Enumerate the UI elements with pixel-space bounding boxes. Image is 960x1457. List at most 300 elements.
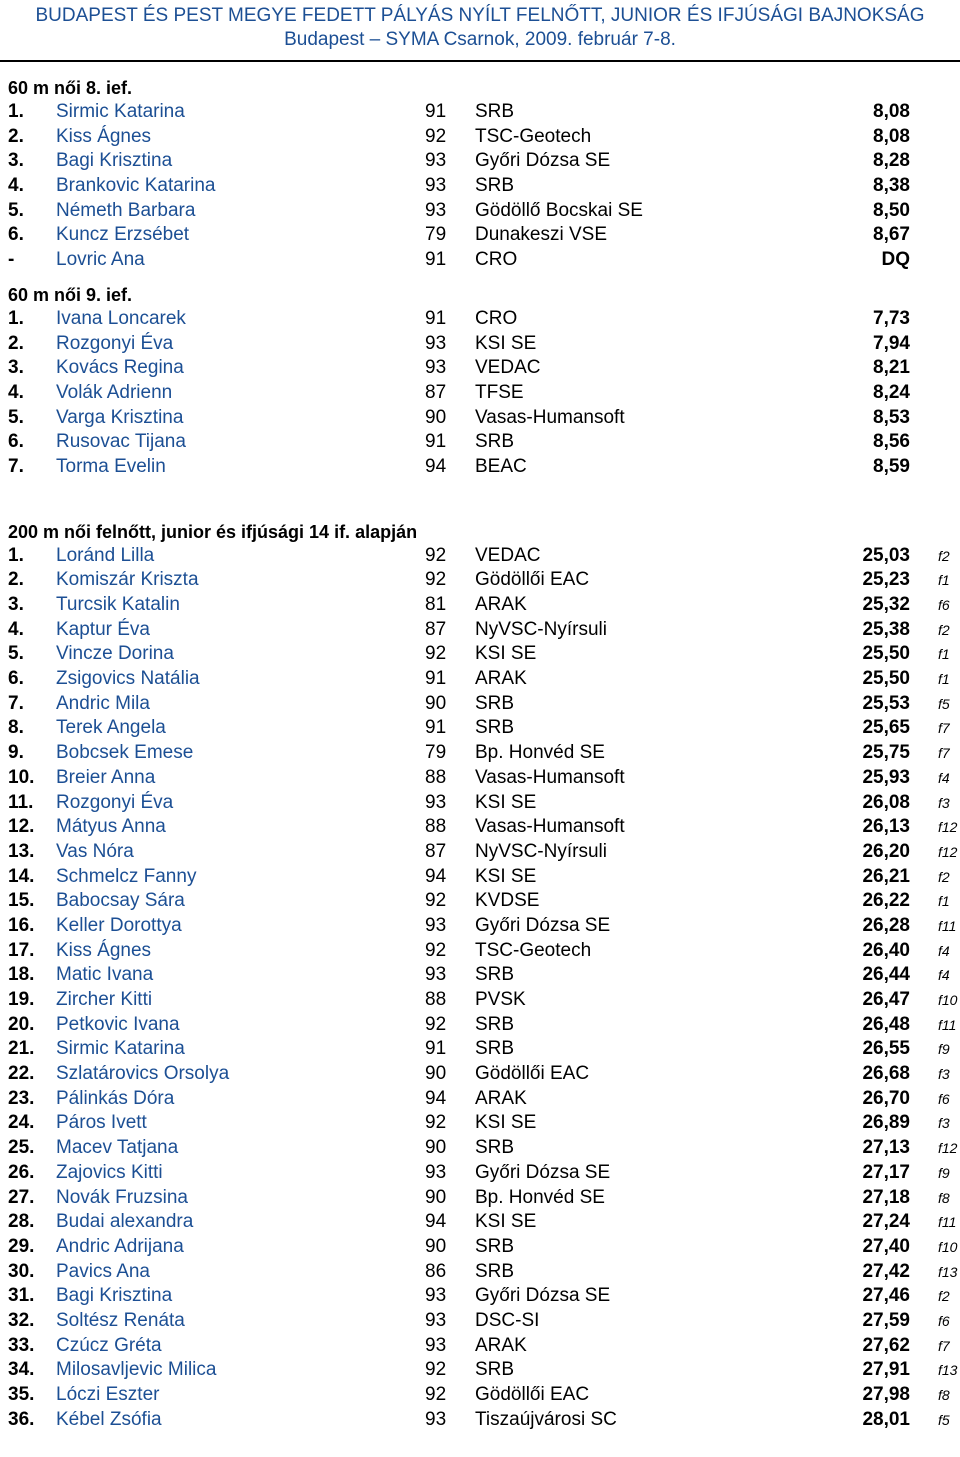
document-title: BUDAPEST ÉS PEST MEGYE FEDETT PÁLYÁS NYÍLT FELNŐTT, JUNIOR ÉS IFJÚSÁGI BAJNOKSÁG — [35, 5, 925, 26]
result-place: 2. — [8, 125, 24, 147]
result-place: 5. — [8, 199, 24, 221]
result-row — [0, 667, 960, 692]
result-name: Milosavljevic Milica — [56, 1359, 217, 1381]
result-row — [0, 865, 960, 890]
result-heat: f11 — [938, 1016, 957, 1033]
result-year: 92 — [425, 643, 447, 665]
result-name: Petkovic Ivana — [56, 1013, 180, 1035]
results-content — [0, 62, 960, 1432]
result-result: 7,94 — [873, 332, 910, 354]
result-name: Zajovics Kitti — [56, 1161, 163, 1183]
result-place: 29. — [8, 1235, 35, 1257]
result-place: 26. — [8, 1161, 35, 1183]
result-place: 3. — [8, 594, 24, 615]
result-place: 4. — [8, 618, 24, 640]
result-club: SRB — [475, 101, 515, 122]
result-heat: f12 — [938, 843, 958, 860]
result-name: Rozgonyi Éva — [56, 332, 174, 354]
result-club: ARAK — [475, 594, 527, 615]
result-heat: f7 — [938, 745, 950, 762]
result-place: 22. — [8, 1063, 35, 1085]
result-row — [0, 963, 960, 988]
result-row — [0, 1358, 960, 1383]
result-row — [0, 199, 960, 224]
result-result: 25,50 — [862, 643, 910, 665]
result-name: Kuncz Erzsébet — [56, 224, 190, 246]
result-result: 26,22 — [862, 890, 910, 912]
result-heat: f3 — [938, 1115, 950, 1132]
result-result: 26,44 — [862, 964, 910, 986]
results-section — [0, 520, 960, 1433]
result-row — [0, 1136, 960, 1161]
result-name: Rozgonyi Éva — [56, 791, 174, 813]
result-result: 8,28 — [873, 150, 910, 172]
result-row — [0, 1087, 960, 1112]
result-heat: f1 — [938, 671, 950, 688]
section-title: 60 m női 9. ief. — [8, 284, 133, 305]
result-row — [0, 1037, 960, 1062]
result-result: 8,67 — [873, 224, 910, 246]
result-result: 26,08 — [862, 791, 910, 813]
result-row — [0, 544, 960, 569]
result-club: Bp. Honvéd SE — [475, 742, 605, 764]
result-club: Vasas-Humansoft — [475, 816, 625, 838]
result-name: Páros Ivett — [56, 1112, 147, 1134]
result-year: 87 — [425, 840, 447, 862]
result-result: 27,62 — [862, 1334, 910, 1356]
result-result: 27,46 — [862, 1285, 910, 1307]
result-place: - — [8, 249, 15, 271]
result-place: 11. — [8, 791, 34, 813]
result-heat: f12 — [938, 819, 958, 836]
result-year: 87 — [425, 381, 447, 403]
result-club: Gödöllő Bocskai SE — [475, 199, 643, 221]
result-place: 5. — [8, 643, 24, 665]
result-place: 10. — [8, 766, 35, 788]
result-place: 23. — [8, 1087, 35, 1109]
result-row — [0, 791, 960, 816]
result-place: 7. — [8, 692, 24, 714]
result-place: 2. — [8, 332, 24, 354]
result-result: 26,70 — [862, 1087, 910, 1109]
result-name: Brankovic Katarina — [56, 175, 216, 197]
result-result: 26,28 — [862, 914, 910, 936]
result-result: 25,93 — [862, 766, 910, 788]
result-name: Kébel Zsófia — [56, 1408, 162, 1430]
result-place: 2. — [8, 569, 24, 591]
result-place: 35. — [8, 1384, 35, 1405]
result-year: 92 — [425, 125, 447, 147]
result-year: 90 — [425, 406, 447, 428]
result-result: 8,24 — [873, 381, 910, 403]
result-name: Andric Mila — [56, 692, 150, 714]
result-club: NyVSC-Nyírsuli — [475, 840, 607, 862]
result-heat: f2 — [938, 1288, 950, 1305]
result-heat: f12 — [938, 1140, 958, 1157]
result-year: 88 — [425, 816, 447, 838]
result-row — [0, 1408, 960, 1433]
result-name: Turcsik Katalin — [56, 594, 180, 615]
result-row — [0, 1334, 960, 1359]
result-year: 90 — [425, 1137, 447, 1159]
result-name: Kovács Regina — [56, 357, 184, 379]
result-result: 27,24 — [862, 1211, 910, 1233]
result-result: 27,98 — [862, 1384, 910, 1405]
result-row — [0, 307, 960, 332]
result-club: Gödöllői EAC — [475, 1063, 590, 1085]
result-club: TSC-Geotech — [475, 125, 592, 147]
result-row — [0, 889, 960, 914]
result-place: 17. — [8, 939, 35, 961]
result-heat: f7 — [938, 720, 950, 737]
result-row — [0, 1309, 960, 1334]
section-spacer — [0, 273, 960, 283]
result-club: KSI SE — [475, 791, 537, 813]
result-club: ARAK — [475, 668, 527, 690]
result-result: 26,21 — [862, 865, 910, 887]
result-year: 94 — [425, 455, 447, 477]
result-row — [0, 568, 960, 593]
result-result: 27,18 — [862, 1186, 910, 1208]
result-year: 92 — [425, 569, 447, 591]
result-row — [0, 356, 960, 381]
result-place: 33. — [8, 1334, 35, 1356]
result-year: 93 — [425, 357, 447, 379]
result-result: 25,65 — [862, 717, 910, 739]
result-place: 6. — [8, 224, 24, 246]
result-club: SRB — [475, 692, 515, 714]
result-result: 8,53 — [873, 406, 910, 428]
result-heat: f9 — [938, 1164, 950, 1181]
result-row — [0, 1062, 960, 1087]
result-heat: f2 — [938, 621, 950, 638]
result-row — [0, 125, 960, 150]
result-year: 93 — [425, 1309, 447, 1331]
result-heat: f1 — [938, 572, 950, 589]
result-row — [0, 593, 960, 618]
result-row — [0, 1284, 960, 1309]
result-year: 92 — [425, 1359, 447, 1381]
result-year: 91 — [425, 1038, 447, 1060]
result-name: Szlatárovics Orsolya — [56, 1063, 230, 1085]
result-result: 8,59 — [873, 455, 910, 477]
result-place: 25. — [8, 1137, 35, 1159]
result-name: Macev Tatjana — [56, 1137, 179, 1159]
result-year: 91 — [425, 101, 447, 122]
result-heat: f11 — [938, 917, 957, 934]
result-name: Novák Fruzsina — [56, 1186, 188, 1208]
result-heat: f6 — [938, 597, 950, 613]
result-heat: f13 — [938, 1263, 958, 1280]
result-heat: f1 — [938, 893, 950, 910]
result-row — [0, 406, 960, 431]
result-year: 90 — [425, 1235, 447, 1257]
result-row — [0, 840, 960, 865]
result-club: KSI SE — [475, 643, 537, 665]
result-place: 27. — [8, 1186, 35, 1208]
result-club: SRB — [475, 1235, 515, 1257]
result-result: 25,75 — [862, 742, 910, 764]
result-name: Németh Barbara — [56, 199, 196, 221]
result-place: 1. — [8, 307, 24, 329]
result-result: 26,13 — [862, 816, 910, 838]
result-year: 91 — [425, 668, 447, 690]
result-name: Soltész Renáta — [56, 1309, 185, 1331]
result-club: TFSE — [475, 381, 524, 403]
result-club: SRB — [475, 717, 515, 739]
result-row — [0, 1111, 960, 1136]
result-name: Matic Ivana — [56, 964, 154, 986]
result-year: 93 — [425, 332, 447, 354]
result-row — [0, 1210, 960, 1235]
result-row — [0, 692, 960, 717]
result-place: 20. — [8, 1013, 35, 1035]
result-year: 92 — [425, 890, 447, 912]
result-club: Dunakeszi VSE — [475, 224, 608, 246]
result-year: 94 — [425, 1211, 447, 1233]
result-place: 34. — [8, 1359, 35, 1381]
result-heat: f1 — [938, 646, 950, 663]
result-heat: f5 — [938, 1411, 950, 1428]
result-name: Ivana Loncarek — [56, 307, 186, 329]
result-result: 26,55 — [862, 1038, 910, 1060]
result-place: 16. — [8, 914, 35, 936]
result-name: Terek Angela — [56, 717, 166, 739]
result-result: 26,40 — [862, 939, 910, 961]
result-club: ARAK — [475, 1087, 527, 1109]
result-year: 92 — [425, 939, 447, 961]
result-name: Sirmic Katarina — [56, 1038, 185, 1060]
result-year: 92 — [425, 544, 447, 566]
result-club: Tiszaújvárosi SC — [475, 1408, 617, 1430]
result-place: 4. — [8, 175, 24, 197]
result-name: Bagi Krisztina — [56, 150, 173, 172]
result-result: 7,73 — [873, 307, 910, 329]
result-club: KVDSE — [475, 890, 540, 912]
result-year: 93 — [425, 1408, 447, 1430]
result-year: 79 — [425, 742, 447, 764]
result-year: 90 — [425, 692, 447, 714]
result-place: 30. — [8, 1260, 35, 1282]
result-row — [0, 1161, 960, 1186]
result-year: 88 — [425, 766, 447, 788]
result-result: 26,68 — [862, 1063, 910, 1085]
result-heat: f3 — [938, 794, 950, 811]
result-club: VEDAC — [475, 357, 541, 379]
result-year: 90 — [425, 1063, 447, 1085]
results-section — [0, 76, 960, 273]
result-result: 25,53 — [862, 692, 910, 714]
result-club: SRB — [475, 1359, 515, 1381]
result-heat: f2 — [938, 868, 950, 885]
result-name: Vincze Dorina — [56, 643, 174, 665]
result-heat: f7 — [938, 1337, 950, 1354]
result-place: 31. — [8, 1285, 35, 1307]
result-name: Bagi Krisztina — [56, 1285, 173, 1307]
result-club: KSI SE — [475, 1211, 537, 1233]
result-club: Vasas-Humansoft — [475, 766, 625, 788]
result-name: Bobcsek Emese — [56, 742, 194, 764]
result-result: 8,08 — [873, 125, 910, 147]
result-club: DSC-SI — [475, 1309, 540, 1331]
result-place: 1. — [8, 101, 24, 122]
result-result: 8,38 — [873, 175, 910, 197]
result-row — [0, 716, 960, 741]
result-row — [0, 149, 960, 174]
result-place: 7. — [8, 455, 24, 477]
result-result: 27,59 — [862, 1309, 910, 1331]
result-row — [0, 642, 960, 667]
result-year: 93 — [425, 199, 447, 221]
result-club: BEAC — [475, 455, 527, 477]
section-spacer — [0, 480, 960, 520]
result-year: 94 — [425, 1087, 447, 1109]
result-club: VEDAC — [475, 544, 541, 566]
result-result: 27,42 — [862, 1260, 910, 1282]
result-year: 93 — [425, 1334, 447, 1356]
result-heat: f6 — [938, 1312, 950, 1329]
result-place: 6. — [8, 431, 24, 453]
result-place: 21. — [8, 1038, 35, 1060]
result-place: 4. — [8, 381, 24, 403]
result-place: 8. — [8, 717, 24, 739]
result-name: Rusovac Tijana — [56, 431, 186, 453]
result-heat: f10 — [938, 992, 958, 1008]
result-year: 91 — [425, 717, 447, 739]
result-row — [0, 223, 960, 248]
section-title: 200 m női felnőtt, junior és ifjúsági 14 if. alapján — [8, 521, 418, 542]
result-place: 19. — [8, 989, 35, 1010]
result-heat: f4 — [938, 967, 950, 984]
result-club: SRB — [475, 1260, 515, 1282]
result-row — [0, 914, 960, 939]
result-club: Vasas-Humansoft — [475, 406, 625, 428]
result-place: 3. — [8, 150, 24, 172]
result-row — [0, 939, 960, 964]
result-name: Sirmic Katarina — [56, 101, 185, 122]
result-name: Budai alexandra — [56, 1211, 194, 1233]
result-year: 86 — [425, 1260, 447, 1282]
result-club: Győri Dózsa SE — [475, 150, 611, 172]
result-result: 25,23 — [862, 569, 910, 591]
document-subtitle: Budapest – SYMA Csarnok, 2009. február 7-8. — [284, 29, 676, 50]
result-name: Zircher Kitti — [56, 989, 153, 1010]
result-heat: f8 — [938, 1387, 950, 1403]
result-name: Komiszár Kriszta — [56, 569, 199, 591]
result-year: 92 — [425, 1013, 447, 1035]
result-club: KSI SE — [475, 1112, 537, 1134]
result-club: CRO — [475, 307, 518, 329]
result-heat: f11 — [938, 1214, 957, 1231]
result-year: 93 — [425, 175, 447, 197]
result-place: 13. — [8, 840, 35, 862]
result-club: KSI SE — [475, 332, 537, 354]
result-row — [0, 174, 960, 199]
result-club: Gödöllői EAC — [475, 569, 590, 591]
result-place: 18. — [8, 964, 35, 986]
result-year: 79 — [425, 224, 447, 246]
result-row — [0, 1235, 960, 1260]
result-name: Volák Adrienn — [56, 381, 173, 403]
result-heat: f2 — [938, 547, 950, 564]
result-club: Győri Dózsa SE — [475, 1161, 611, 1183]
result-name: Keller Dorottya — [56, 914, 182, 936]
result-row — [0, 455, 960, 480]
result-row — [0, 988, 960, 1013]
result-name: Lovric Ana — [56, 249, 145, 271]
result-row — [0, 381, 960, 406]
result-row — [0, 766, 960, 791]
result-result: 8,50 — [873, 199, 910, 221]
result-club: KSI SE — [475, 865, 537, 887]
result-year: 94 — [425, 865, 447, 887]
result-result: 27,13 — [862, 1137, 910, 1159]
result-name: Babocsay Sára — [56, 890, 185, 912]
result-name: Mátyus Anna — [56, 816, 166, 838]
result-row — [0, 1013, 960, 1038]
result-heat: f10 — [938, 1238, 958, 1255]
result-heat: f9 — [938, 1041, 950, 1058]
result-heat: f13 — [938, 1362, 958, 1379]
result-club: SRB — [475, 1137, 515, 1159]
result-club: NyVSC-Nyírsuli — [475, 618, 607, 640]
result-place: 1. — [8, 544, 24, 566]
result-row — [0, 248, 960, 273]
result-year: 81 — [425, 594, 447, 615]
result-club: SRB — [475, 1038, 515, 1060]
result-year: 93 — [425, 1161, 447, 1183]
result-year: 88 — [425, 989, 447, 1010]
result-name: Andric Adrijana — [56, 1235, 184, 1257]
result-year: 91 — [425, 249, 447, 271]
result-result: 26,89 — [862, 1112, 910, 1134]
result-club: Bp. Honvéd SE — [475, 1186, 605, 1208]
result-row — [0, 741, 960, 766]
result-club: CRO — [475, 249, 518, 271]
result-place: 12. — [8, 816, 35, 838]
result-year: 92 — [425, 1112, 447, 1134]
result-name: Kiss Ágnes — [56, 939, 152, 961]
result-club: TSC-Geotech — [475, 939, 592, 961]
result-club: Győri Dózsa SE — [475, 914, 611, 936]
result-name: Varga Krisztina — [56, 406, 184, 428]
result-place: 14. — [8, 865, 35, 887]
result-year: 93 — [425, 791, 447, 813]
result-result: 25,38 — [862, 618, 910, 640]
result-row — [0, 815, 960, 840]
result-heat: f4 — [938, 942, 950, 959]
result-result: 28,01 — [862, 1408, 910, 1430]
result-heat: f3 — [938, 1066, 950, 1083]
result-name: Kaptur Éva — [56, 618, 150, 640]
result-row — [0, 100, 960, 125]
result-heat: f4 — [938, 769, 950, 786]
result-row — [0, 618, 960, 643]
result-name: Lóczi Eszter — [56, 1384, 160, 1405]
result-name: Pavics Ana — [56, 1260, 150, 1282]
result-name: Schmelcz Fanny — [56, 865, 197, 887]
result-year: 92 — [425, 1384, 447, 1405]
result-place: 6. — [8, 668, 24, 690]
result-place: 9. — [8, 742, 24, 764]
result-result: 26,20 — [862, 840, 910, 862]
result-year: 91 — [425, 307, 447, 329]
result-year: 93 — [425, 914, 447, 936]
result-club: Győri Dózsa SE — [475, 1285, 611, 1307]
result-place: 36. — [8, 1408, 35, 1430]
result-name: Czúcz Gréta — [56, 1334, 162, 1356]
result-club: ARAK — [475, 1334, 527, 1356]
